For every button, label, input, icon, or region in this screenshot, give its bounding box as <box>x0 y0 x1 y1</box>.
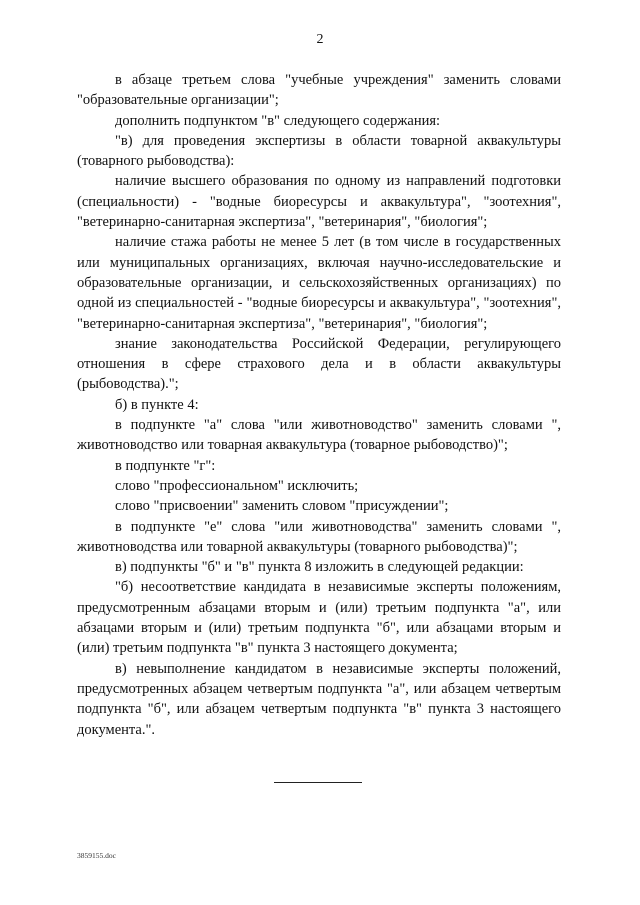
end-of-text-rule <box>274 782 362 783</box>
paragraph: "б) несоответствие кандидата в независимые эксперты положениям, предусмотренным абзацами вторым и (или) третьим подпункта "а", или абзацами вторым и (или) третьим подпункта "б", или абзацами вторым и (или) третьим подпункта "в" пункта 3 настоящего документа; <box>77 579 561 657</box>
page-number: 2 <box>316 32 324 47</box>
paragraph: в) подпункты "б" и "в" пункта 8 изложить в следующей редакции: <box>115 559 524 576</box>
paragraph: слово "присвоении" заменить словом "присуждении"; <box>115 498 449 515</box>
paragraph: знание законодательства Российской Федерации, регулирующего отношения в сфере страхового дела и в области аквакультуры (рыбоводства)."; <box>77 335 561 393</box>
paragraph: наличие высшего образования по одному из направлений подготовки (специальности) - "водные биоресурсы и аквакультура", "зоотехния", "ветеринарно-санитарная экспертиза", "ветеринария", "биология"; <box>77 173 561 231</box>
document-body <box>77 70 561 740</box>
paragraph: в подпункте "а" слова "или животноводство" заменить словами ", животноводство или товарная аквакультура (товарное рыбоводство)"; <box>77 417 561 454</box>
paragraph: слово "профессиональном" исключить; <box>115 477 359 494</box>
paragraph: б) в пункте 4: <box>115 396 199 413</box>
paragraph: в абзаце третьем слова "учебные учреждения" заменить словами "образовательные организации"; <box>77 72 561 109</box>
paragraph: дополнить подпунктом "в" следующего содержания: <box>115 112 441 129</box>
paragraph: "в) для проведения экспертизы в области товарной аквакультуры (товарного рыбоводства): <box>77 132 561 170</box>
paragraph: в подпункте "г": <box>115 457 216 474</box>
paragraph: в) невыполнение кандидатом в независимые эксперты положений, предусмотренных абзацем четвертым подпункта "а", или абзацем четвертым подпункта "б", или абзацем четвертым подпункта "в" пункта 3 настоящего документа.". <box>77 660 561 738</box>
paragraph: в подпункте "е" слова "или животноводства" заменить словами ", животноводства или товарной аквакультуры (товарного рыбоводства)"; <box>77 518 561 555</box>
paragraph: наличие стажа работы не менее 5 лет (в том числе в государственных или муниципальных организациях, включая научно-исследовательские и образовательные организации, и сельскохозяйственных организациях) по одной из специальностей - "водные биоресурсы и аквакультура", "зоотехния", "ветеринарно-санитарная экспертиза", "ветеринария", "биология"; <box>77 234 561 332</box>
document-file-id: 3859155.doc <box>77 851 116 860</box>
